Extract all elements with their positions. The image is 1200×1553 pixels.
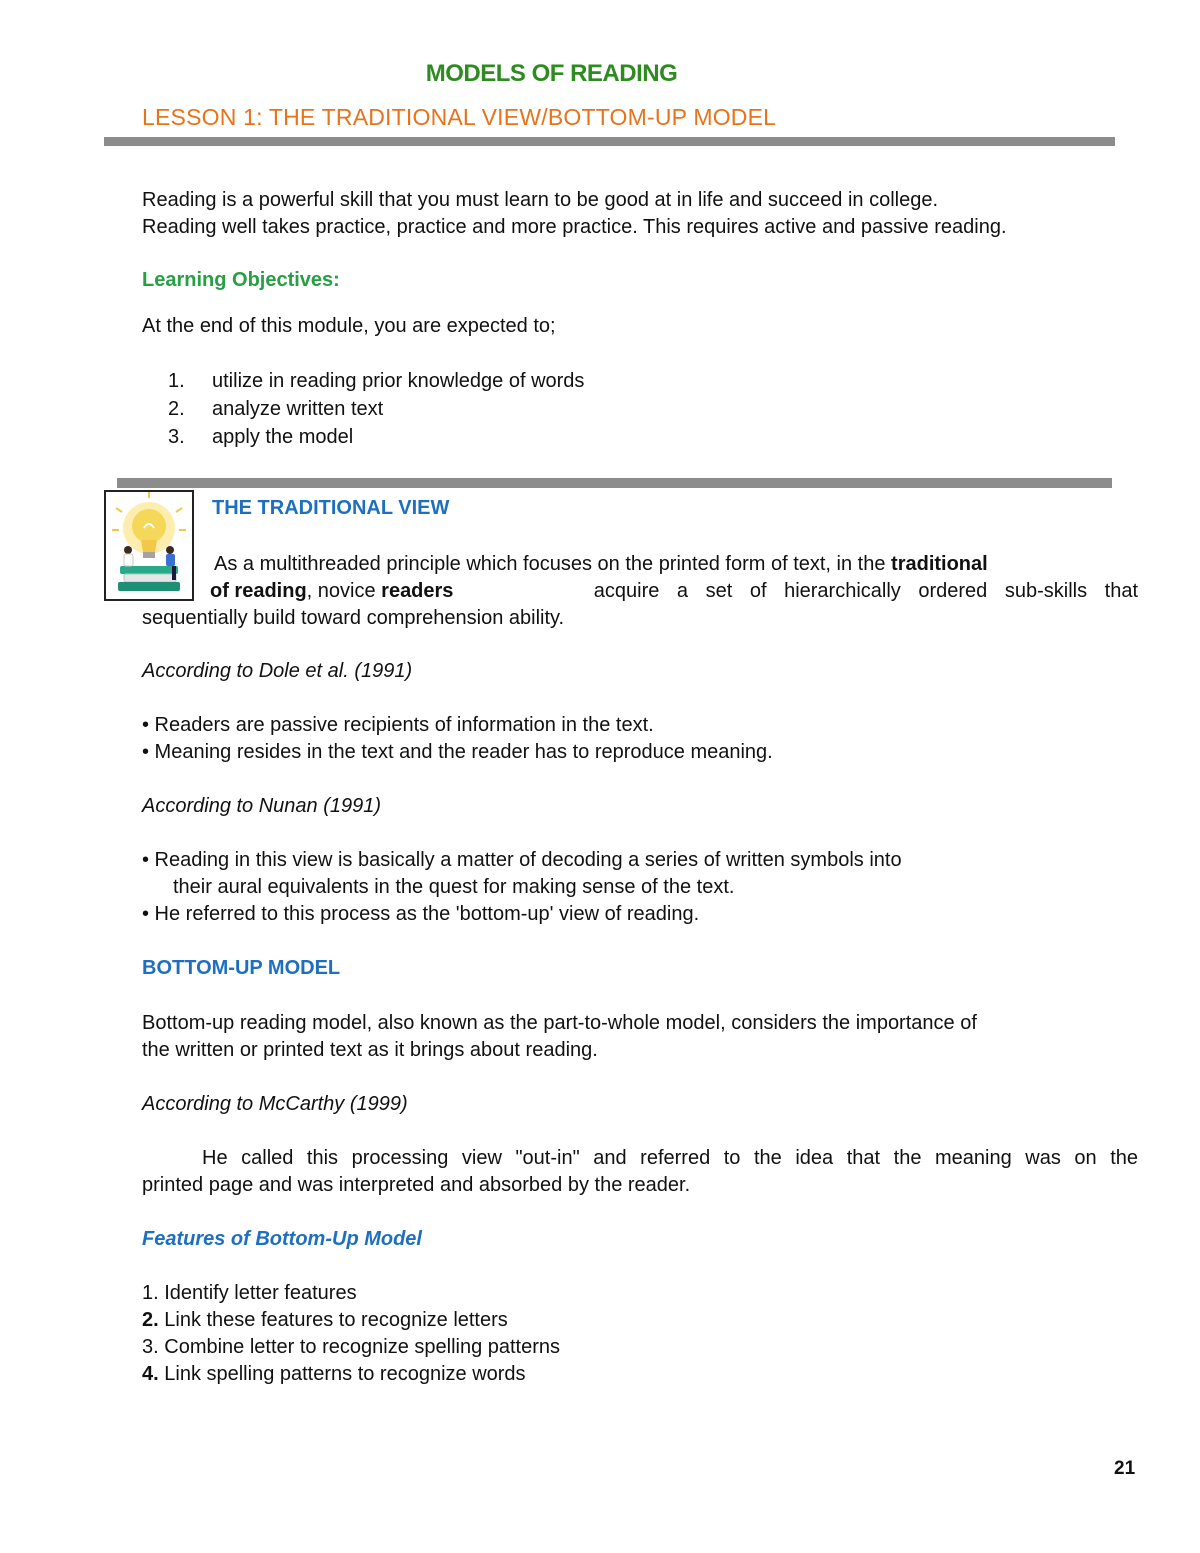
feature-item [142,1361,526,1388]
objective-number: 1. [168,370,185,392]
nunan-bullet: • He referred to this process as the 'bottom-up' view of reading. [142,903,700,925]
traditional-view-heading: THE TRADITIONAL VIEW [212,497,450,519]
feature-item [142,1334,560,1361]
mccarthy-line-2: printed page and was interpreted and absorbed by the reader. [142,1174,691,1196]
paragraph-text: acquire a set of hierarchically ordered sub-skills that [593,580,1138,602]
feature-item [142,1307,508,1334]
objectives-heading: Learning Objectives: [142,269,340,291]
objectives-lead: At the end of this module, you are expected to; [142,315,556,337]
feature-text: Link these features to recognize letters [164,1309,508,1331]
header-rule [104,137,1115,146]
mccarthy-citation: According to McCarthy (1999) [142,1093,408,1115]
objective-text: utilize in reading prior knowledge of words [212,370,585,392]
dole-bullet: • Readers are passive recipients of information in the text. [142,714,654,736]
feature-number: 4. [142,1363,159,1385]
feature-text: Link spelling patterns to recognize words [164,1363,526,1385]
traditional-paragraph-line-1 [214,551,1138,578]
bold-term: traditional [891,553,988,575]
feature-number: 3. [142,1336,159,1358]
mccarthy-line-1: He called this processing view "out-in" and referred to the idea that the meaning was on the [202,1147,1138,1169]
objective-item [168,367,584,395]
intro-line-1: Reading is a powerful skill that you must learn to be good at in life and succeed in college. [142,189,939,211]
nunan-bullet-continuation: their aural equivalents in the quest for making sense of the text. [173,876,735,898]
paragraph-text: As a multithreaded principle which focuses on the printed form of text, in the [214,553,892,575]
lightbulb-reading-illustration-icon [104,490,194,601]
intro-line-2: Reading well takes practice, practice and more practice. This requires active and passive reading. [142,216,1007,238]
bottom-up-line-2: the written or printed text as it brings about reading. [142,1039,598,1061]
objective-text: apply the model [212,426,354,448]
nunan-citation: According to Nunan (1991) [142,795,382,817]
document-title: MODELS OF READING [425,60,678,87]
objective-item [168,423,353,451]
nunan-bullet: • Reading in this view is basically a matter of decoding a series of written symbols into [142,849,902,871]
features-heading: Features of Bottom-Up Model [142,1228,422,1250]
traditional-paragraph-line-3: sequentially build toward comprehension ability. [142,607,565,629]
page-number: 21 [1114,1458,1136,1479]
objective-text: analyze written text [212,398,384,420]
feature-text: Identify letter features [164,1282,357,1304]
bold-term: readers [381,580,454,602]
objective-number: 2. [168,398,185,420]
feature-number: 1. [142,1282,159,1304]
bold-term: of reading [210,580,307,602]
lesson-heading: LESSON 1: THE TRADITIONAL VIEW/BOTTOM-UP MODEL [142,104,777,130]
bottom-up-heading: BOTTOM-UP MODEL [142,957,341,979]
paragraph-text: , novice [306,580,382,602]
feature-item [142,1280,357,1307]
objective-number: 3. [168,426,185,448]
feature-text: Combine letter to recognize spelling patterns [164,1336,561,1358]
objective-item [168,395,383,423]
traditional-paragraph-line-2 [210,578,1138,605]
dole-bullet: • Meaning resides in the text and the reader has to reproduce meaning. [142,741,773,763]
feature-number: 2. [142,1309,159,1331]
dole-citation: According to Dole et al. (1991) [142,660,413,682]
bottom-up-line-1: Bottom-up reading model, also known as the part-to-whole model, considers the importance of [142,1012,977,1034]
section-rule [117,478,1112,488]
